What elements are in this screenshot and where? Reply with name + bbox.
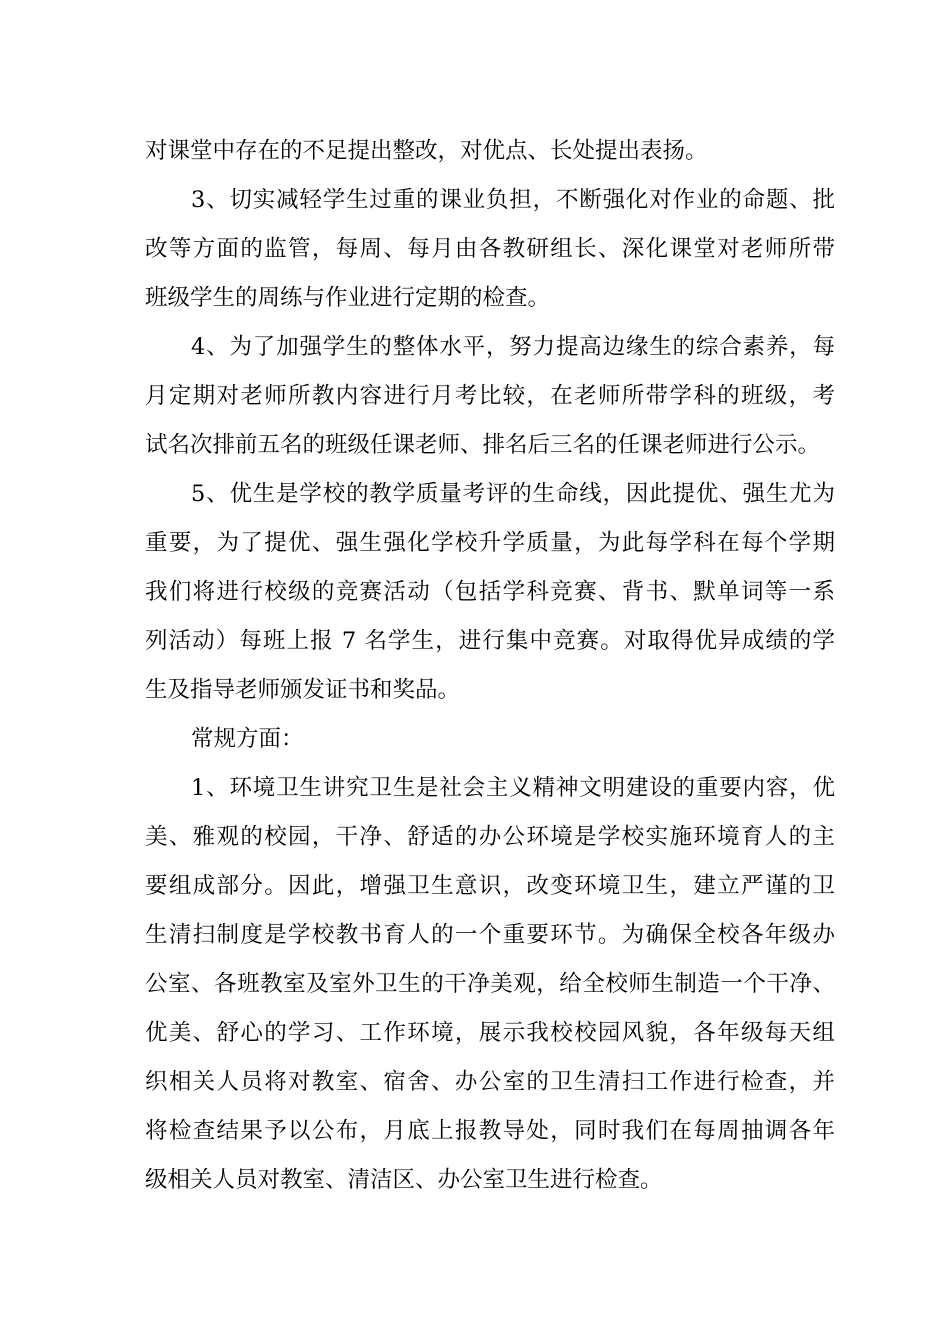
- paragraph: [145, 127, 835, 176]
- text-line: 4、为了加强学生的整体水平，努力提高边缘生的综合素养，每: [191, 334, 835, 360]
- text-line: 重要，为了提优、强生强化学校升学质量，为此每学科在每个学期: [145, 530, 835, 556]
- text-line: 1、环境卫生讲究卫生是社会主义精神文明建设的重要内容，优: [191, 775, 835, 801]
- text-line: 级相关人员对教室、清洁区、办公室卫生进行检查。: [145, 1167, 663, 1193]
- text-line: 常规方面：: [191, 726, 304, 752]
- text-line: 月定期对老师所教内容进行月考比较，在老师所带学科的班级，考: [145, 383, 835, 409]
- text-line: 3、切实减轻学生过重的课业负担，不断强化对作业的命题、批: [191, 187, 835, 213]
- document-body: [145, 127, 835, 1205]
- text-line: 生及指导老师颁发证书和奖品。: [145, 677, 461, 703]
- text-line: 5、优生是学校的教学质量考评的生命线，因此提优、强生尤为: [191, 481, 835, 507]
- text-line: 改等方面的监管，每周、每月由各教研组长、深化课堂对老师所带: [145, 236, 835, 262]
- text-line: 美、雅观的校园，干净、舒适的办公环境是学校实施环境育人的主: [145, 824, 835, 850]
- text-line: 要组成部分。因此，增强卫生意识，改变环境卫生，建立严谨的卫: [145, 873, 835, 899]
- text-line: 班级学生的周练与作业进行定期的检查。: [145, 285, 551, 311]
- text-line: 织相关人员将对教室、宿舍、办公室的卫生清扫工作进行检查，并: [145, 1069, 835, 1095]
- text-line: 生清扫制度是学校教书育人的一个重要环节。为确保全校各年级办: [145, 922, 835, 948]
- paragraph: [145, 176, 835, 323]
- paragraph: [145, 470, 835, 715]
- text-line: 将检查结果予以公布，月底上报教导处，同时我们在每周抽调各年: [145, 1118, 835, 1144]
- paragraph: [145, 715, 835, 764]
- paragraph: [145, 764, 835, 1205]
- paragraph: [145, 323, 835, 470]
- text-line: 我们将进行校级的竞赛活动（包括学科竞赛、背书、默单词等一系: [145, 579, 835, 605]
- text-line: 对课堂中存在的不足提出整改，对优点、长处提出表扬。: [145, 138, 708, 164]
- text-line: 列活动）每班上报 7 名学生，进行集中竞赛。对取得优异成绩的学: [145, 628, 835, 654]
- text-line: 试名次排前五名的班级任课老师、排名后三名的任课老师进行公示。: [145, 432, 821, 458]
- text-line: 优美、舒心的学习、工作环境，展示我校校园风貌，各年级每天组: [145, 1020, 835, 1046]
- text-line: 公室、各班教室及室外卫生的干净美观，给全校师生制造一个干净、: [145, 971, 835, 997]
